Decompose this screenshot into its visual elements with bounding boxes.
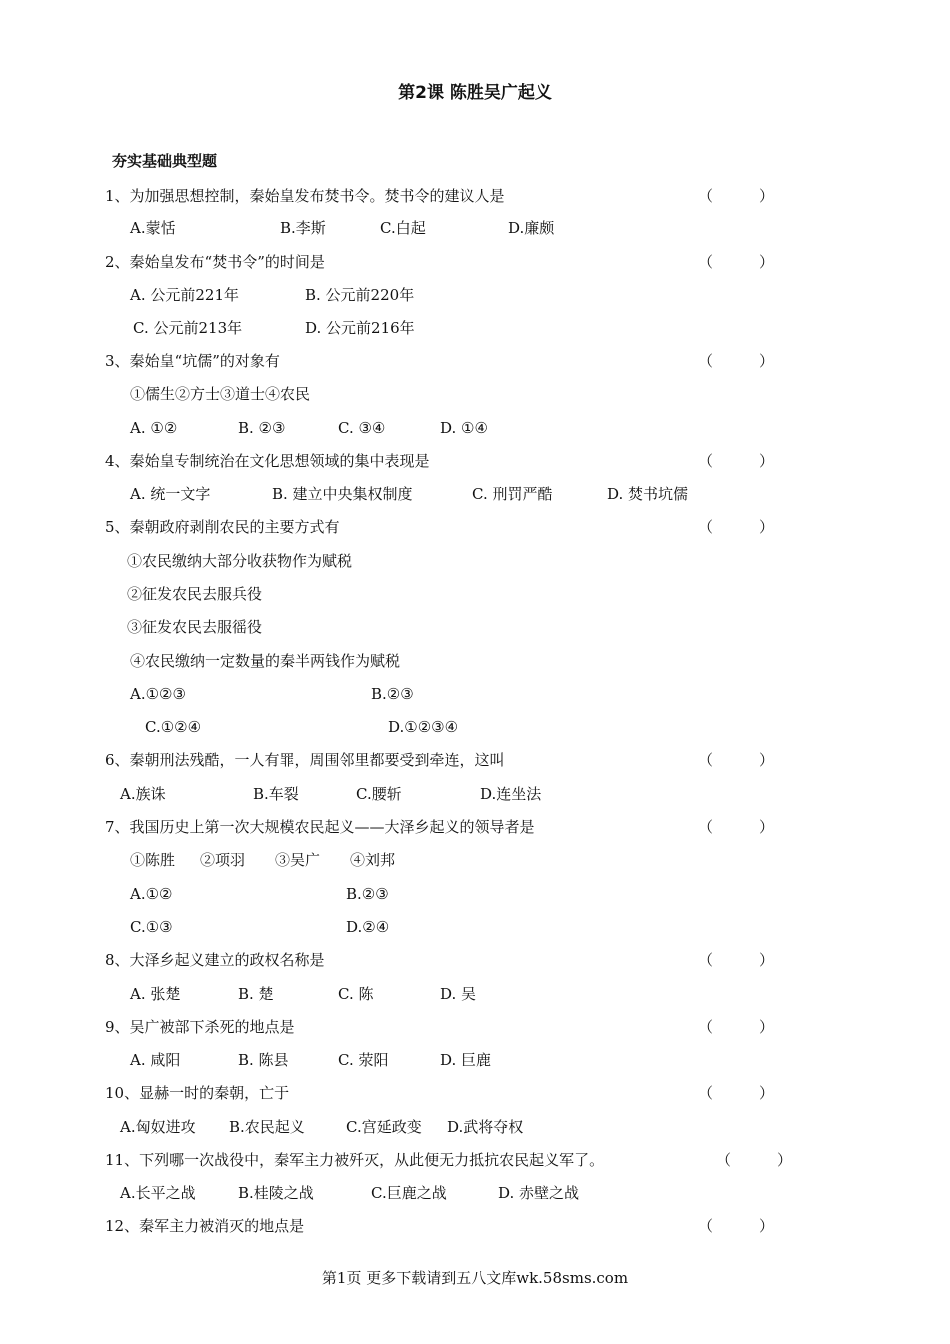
open-paren: （	[698, 1217, 714, 1235]
question-2-option: D. 公元前216年	[305, 319, 415, 337]
question-9-option: A. 咸阳	[130, 1051, 181, 1069]
question-3-stem: 3、秦始皇“坑儒”的对象有	[105, 352, 280, 370]
question-5-option: ③征发农民去服徭役	[127, 618, 263, 636]
close-paren: ）	[759, 751, 775, 769]
close-paren: ）	[759, 1084, 775, 1102]
question-3-option: D. ①④	[440, 419, 488, 437]
question-3-option: A. ①②	[130, 419, 178, 437]
question-7-option: ①陈胜	[130, 851, 176, 869]
question-11-option: A.长平之战	[120, 1184, 196, 1202]
close-paren: ）	[759, 452, 775, 470]
open-paren: （	[698, 518, 714, 536]
question-4-stem: 4、秦始皇专制统治在文化思想领域的集中表现是	[105, 452, 430, 470]
question-4-option: B. 建立中央集权制度	[272, 485, 413, 503]
close-paren: ）	[759, 253, 775, 271]
question-3-option: B. ②③	[238, 419, 286, 437]
question-4-option: C. 刑罚严酷	[472, 485, 553, 503]
question-7-stem: 7、我国历史上第一次大规模农民起义——大泽乡起义的领导者是	[105, 818, 535, 836]
close-paren: ）	[759, 352, 775, 370]
open-paren: （	[698, 187, 714, 205]
question-1-option: D.廉颇	[508, 219, 555, 237]
question-7-option: A.①②	[130, 885, 173, 903]
page-title: 第2课 陈胜吴广起义	[398, 83, 552, 103]
question-12-stem: 12、秦军主力被消灭的地点是	[105, 1217, 305, 1235]
question-4-option: A. 统一文字	[130, 485, 211, 503]
question-8-option: C. 陈	[338, 985, 374, 1003]
close-paren: ）	[759, 1018, 775, 1036]
question-1-option: B.李斯	[280, 219, 326, 237]
question-10-option: B.农民起义	[229, 1118, 305, 1136]
question-5-option: ②征发农民去服兵役	[127, 585, 263, 603]
question-10-answer-blank	[698, 1083, 774, 1103]
open-paren: （	[698, 253, 714, 271]
question-9-stem: 9、吴广被部下杀死的地点是	[105, 1018, 295, 1036]
question-1-option: C.白起	[380, 219, 426, 237]
question-11-option: C.巨鹿之战	[371, 1184, 447, 1202]
open-paren: （	[698, 751, 714, 769]
close-paren: ）	[759, 951, 775, 969]
question-7-answer-blank	[698, 817, 774, 837]
question-8-option: B. 楚	[238, 985, 274, 1003]
question-11-option: D. 赤壁之战	[498, 1184, 580, 1202]
question-11-stem: 11、下列哪一次战役中，秦军主力被歼灭，从此便无力抵抗农民起义军了。	[105, 1151, 605, 1169]
question-9-option: B. 陈县	[238, 1051, 289, 1069]
question-11-option: B.桂陵之战	[238, 1184, 314, 1202]
question-7-option: C.①③	[130, 918, 173, 936]
question-8-option: A. 张楚	[130, 985, 181, 1003]
open-paren: （	[698, 818, 714, 836]
question-7-option: B.②③	[346, 885, 389, 903]
question-1-option: A.蒙恬	[130, 219, 176, 237]
open-paren: （	[698, 452, 714, 470]
question-10-option: A.匈奴进攻	[120, 1118, 196, 1136]
question-6-option: D.连坐法	[480, 785, 542, 803]
question-5-option: C.①②④	[145, 718, 202, 736]
question-6-option: C.腰斩	[356, 785, 402, 803]
question-10-option: D.武将夺权	[447, 1118, 524, 1136]
question-6-stem: 6、秦朝刑法残酷，一人有罪，周围邻里都要受到牵连，这叫	[105, 751, 505, 769]
question-6-option: A.族诛	[120, 785, 166, 803]
question-3-option: ①儒生②方士③道士④农民	[130, 385, 311, 403]
question-7-option: D.②④	[346, 918, 390, 936]
question-5-option: ④农民缴纳一定数量的秦半两钱作为赋税	[130, 652, 401, 670]
question-11-answer-blank	[716, 1150, 792, 1170]
question-4-answer-blank	[698, 451, 774, 471]
question-8-answer-blank	[698, 950, 774, 970]
question-8-option: D. 吴	[440, 985, 477, 1003]
question-6-option: B.车裂	[253, 785, 299, 803]
question-2-option: B. 公元前220年	[305, 286, 415, 304]
question-4-option: D. 焚书坑儒	[607, 485, 689, 503]
question-10-option: C.宫延政变	[346, 1118, 422, 1136]
question-7-option: ④刘邦	[350, 851, 396, 869]
page-footer: 第1页 更多下载请到五八文库wk.58sms.com	[321, 1269, 629, 1287]
question-2-answer-blank	[698, 252, 774, 272]
open-paren: （	[716, 1151, 732, 1169]
open-paren: （	[698, 951, 714, 969]
close-paren: ）	[759, 818, 775, 836]
close-paren: ）	[777, 1151, 793, 1169]
question-5-stem: 5、秦朝政府剥削农民的主要方式有	[105, 518, 340, 536]
question-7-option: ③吴广	[275, 851, 321, 869]
question-5-option: B.②③	[371, 685, 414, 703]
question-2-option: C. 公元前213年	[133, 319, 243, 337]
question-5-option: D.①②③④	[388, 718, 459, 736]
question-10-stem: 10、显赫一时的秦朝，亡于	[105, 1084, 290, 1102]
open-paren: （	[698, 352, 714, 370]
close-paren: ）	[759, 1217, 775, 1235]
question-6-answer-blank	[698, 750, 774, 770]
question-2-stem: 2、秦始皇发布“焚书令”的时间是	[105, 253, 325, 271]
question-5-option: ①农民缴纳大部分收获物作为赋税	[127, 552, 353, 570]
open-paren: （	[698, 1018, 714, 1036]
question-2-option: A. 公元前221年	[130, 286, 239, 304]
question-3-answer-blank	[698, 351, 774, 371]
question-7-option: ②项羽	[200, 851, 246, 869]
question-3-option: C. ③④	[338, 419, 386, 437]
question-9-option: C. 荥阳	[338, 1051, 389, 1069]
question-8-stem: 8、大泽乡起义建立的政权名称是	[105, 951, 325, 969]
question-9-answer-blank	[698, 1017, 774, 1037]
question-5-answer-blank	[698, 517, 774, 537]
question-5-option: A.①②③	[130, 685, 186, 703]
question-9-option: D. 巨鹿	[440, 1051, 492, 1069]
question-1-answer-blank	[698, 186, 774, 206]
open-paren: （	[698, 1084, 714, 1102]
section-heading: 夯实基础典型题	[112, 152, 218, 170]
close-paren: ）	[759, 518, 775, 536]
question-1-stem: 1、为加强思想控制，秦始皇发布焚书令。焚书令的建议人是	[105, 187, 505, 205]
question-12-answer-blank	[698, 1216, 774, 1236]
close-paren: ）	[759, 187, 775, 205]
